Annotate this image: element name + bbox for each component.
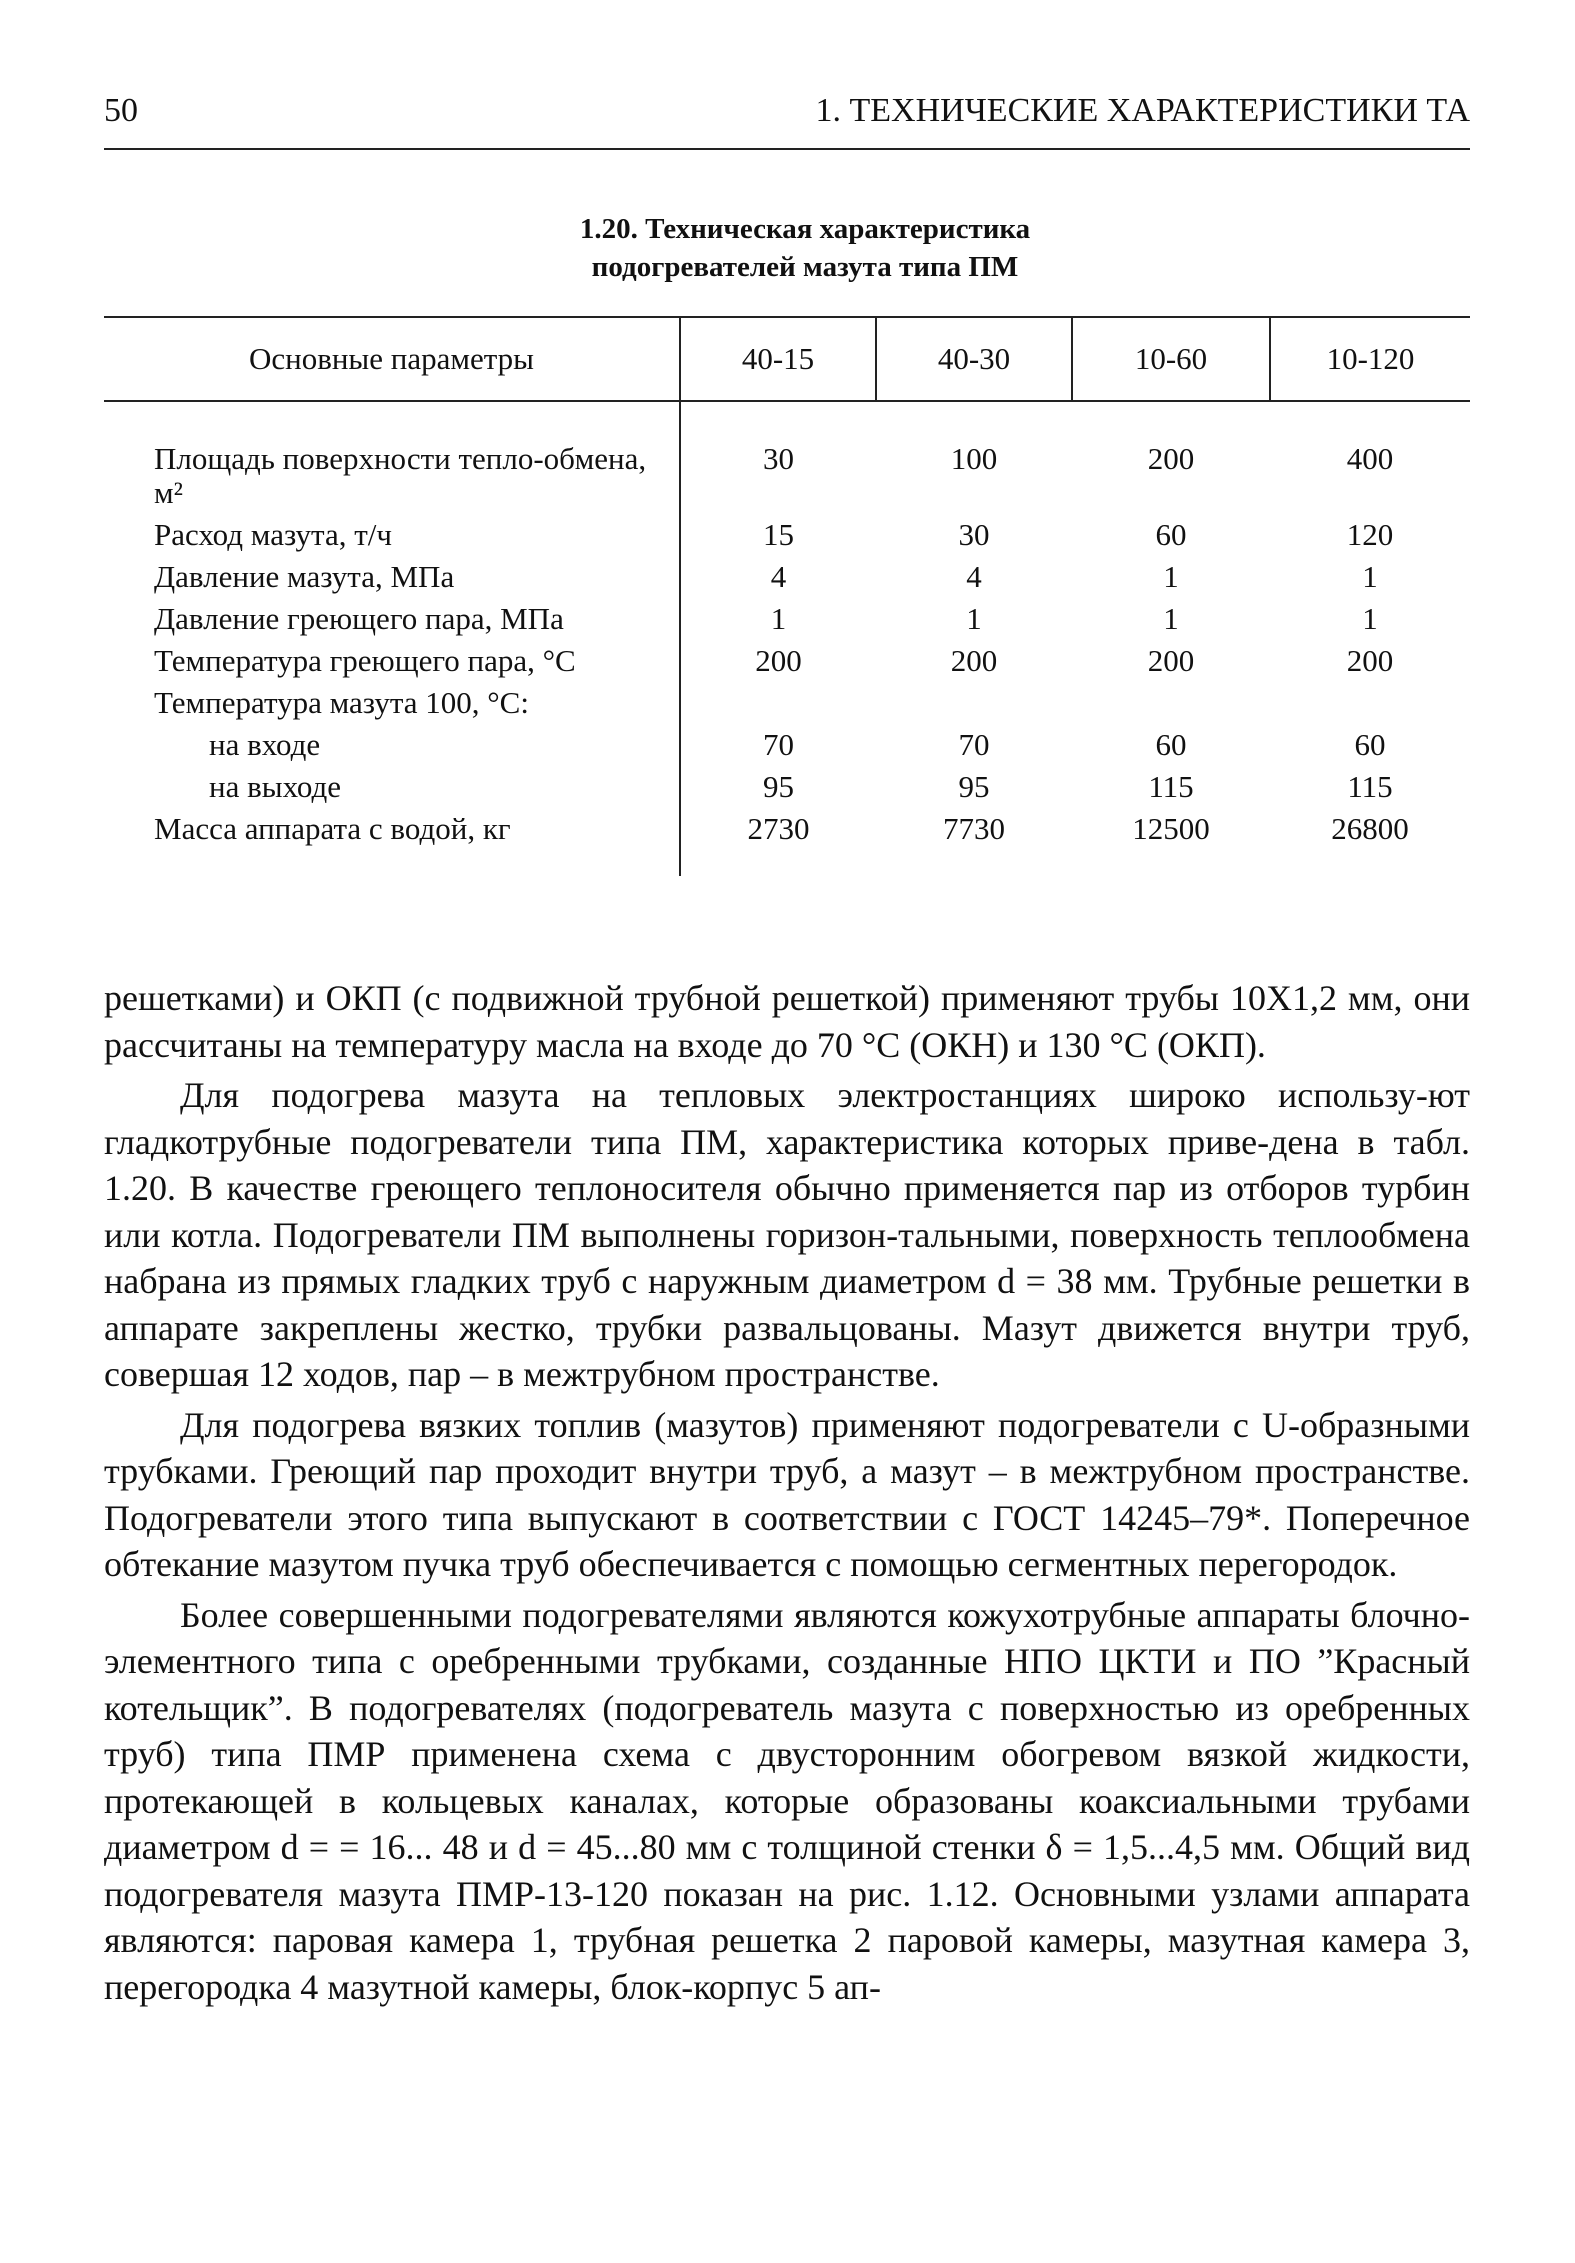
row-label: на выходе [209,769,342,804]
cell-value: 115 [1148,769,1194,804]
cell-value: 200 [680,640,876,682]
table-caption-line-1: 1.20. Техническая характеристика [579,213,1031,245]
cell-value: 7730 [943,811,1005,846]
cell-value: 115 [1347,769,1393,804]
page-number: 50 [104,92,138,129]
specs-table [104,316,1470,876]
cell-value: 95 [680,766,876,808]
column-header-model: 10-120 [1270,317,1470,401]
table-row [104,766,1470,808]
cell-value: 100 [950,441,998,476]
cell-value: 1 [1362,601,1378,636]
running-head [104,92,1470,130]
table-row [104,556,1470,598]
cell-value: 2730 [680,808,876,876]
cell-value: 12500 [1132,811,1210,846]
row-label: Температура греющего пара, °С [154,643,576,678]
cell-value: 60 [1155,727,1187,762]
cell-value: 30 [680,401,876,514]
cell-value [1072,682,1270,724]
paragraph: решетками) и ОКП (с подвижной трубной решеткой) применяют трубы 10Х1,2 мм, они рассчитаны на температуру масла на входе до 70 °С (ОКН) и 130 °С (ОКП). [104,978,1470,1065]
cell-value: 70 [680,724,876,766]
column-header-model: 10-60 [1072,317,1270,401]
table-row [104,682,1470,724]
row-label: на входе [209,727,321,762]
cell-value: 95 [958,769,990,804]
column-header-model: 40-15 [680,317,876,401]
paragraph: Более совершенными подогревателями являются кожухотрубные аппараты блочно-элементного типа с оребренными трубками, созданные НПО ЦКТИ и ПО ”Красный котельщик”. В подогревателях (подогреватель мазута с поверхностью из оребренных труб) типа ПМР применена схема с двусторонним обогревом вязкой жидкости, протекающей в кольцевых каналах, которые образованы коаксиальными трубами диаметром d = = 16... 48 и d = 45...80 мм с толщиной стенки δ = 1,5...4,5 мм. Общий вид подогревателя мазута ПМР-13-120 показан на рис. 1.12. Основными узлами аппарата являются: паровая камера 1, трубная решетка 2 паровой камеры, мазутная камера 3, перегородка 4 мазутной камеры, блок-корпус 5 ап- [104,1594,1470,2007]
cell-value: 4 [680,556,876,598]
cell-value: 200 [950,643,998,678]
column-header-model: 40-30 [876,317,1072,401]
table-caption [430,210,1180,286]
cell-value [876,682,1072,724]
table-row [104,724,1470,766]
row-label: Давление греющего пара, МПа [154,601,564,636]
table-caption-line-2: подогревателей мазута типа ПМ [591,251,1019,283]
table-row [104,808,1470,876]
cell-value: 26800 [1331,811,1409,846]
cell-value: 200 [1147,441,1195,476]
cell-value: 30 [958,517,990,552]
cell-value: 1 [1163,559,1179,594]
cell-value: 1 [1362,559,1378,594]
body-text [104,975,1470,2010]
cell-value: 60 [1155,517,1187,552]
row-label: Давление мазута, МПа [154,559,455,594]
cell-value: 60 [1354,727,1386,762]
cell-value: 70 [958,727,990,762]
cell-value: 200 [1346,643,1394,678]
cell-value: 200 [1147,643,1195,678]
cell-value: 4 [966,559,982,594]
table-row [104,598,1470,640]
column-header-parameters: Основные параметры [104,317,680,401]
cell-value: 1 [966,601,982,636]
cell-value: 1 [680,598,876,640]
cell-value: 400 [1346,441,1394,476]
cell-value: 120 [1346,517,1394,552]
row-label: Площадь поверхности тепло-обмена, м² [154,441,647,510]
cell-value: 15 [680,514,876,556]
cell-value [680,682,876,724]
paragraph: Для подогрева вязких топлив (мазутов) применяют подогреватели с U-образными трубками. Греющий пар проходит внутри труб, а мазут – в межтрубном пространстве. Подогреватели этого типа выпускают в соответствии с ГОСТ 14245–79*. Поперечное обтекание мазутом пучка труб обеспечивается с помощью сегментных перегородок. [104,1404,1470,1584]
row-label: Температура мазута 100, °С: [154,685,529,720]
cell-value: 1 [1163,601,1179,636]
row-label: Расход мазута, т/ч [154,517,392,552]
cell-value [1270,682,1470,724]
row-label: Масса аппарата с водой, кг [154,811,511,846]
table-header-row [104,317,1470,401]
table-row [104,514,1470,556]
table-row [104,640,1470,682]
header-rule [104,148,1470,150]
paragraph: Для подогрева мазута на тепловых электростанциях широко использу-ют гладкотрубные подогреватели типа ПМ, характеристика которых приве-дена в табл. 1.20. В качестве греющего теплоносителя обычно применяется пар из отборов турбин или котла. Подогреватели ПМ выполнены горизон-тальными, поверхность теплообмена набрана из прямых гладких труб с наружным диаметром d = 38 мм. Трубные решетки в аппарате закреплены жестко, трубки развальцованы. Мазут движется внутри труб, совершая 12 ходов, пар – в межтрубном пространстве. [104,1075,1470,1394]
chapter-title: 1. ТЕХНИЧЕСКИЕ ХАРАКТЕРИСТИКИ ТА [815,92,1470,129]
table-row [104,401,1470,514]
